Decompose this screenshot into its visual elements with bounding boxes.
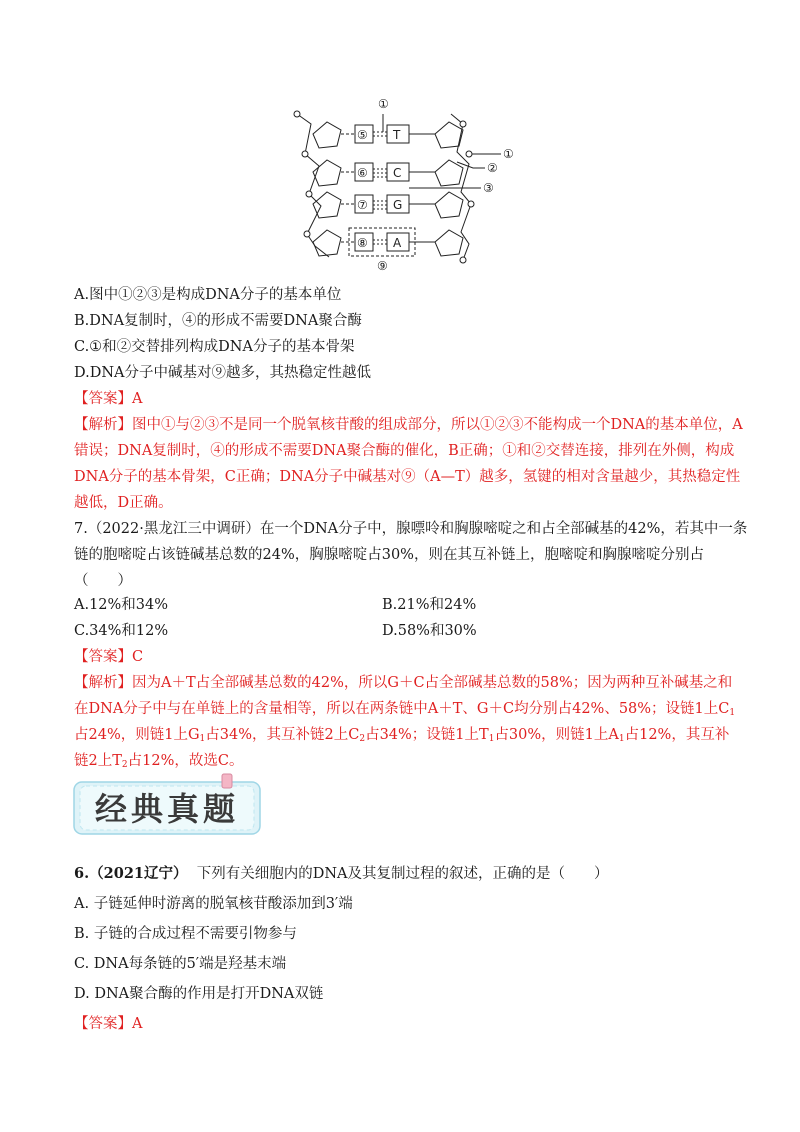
q6a-option-d: D.DNA分子中碱基对⑨越多，其热稳定性越低 <box>74 365 372 381</box>
q6a-option-b: B.DNA复制时，④的形成不需要DNA聚合酶 <box>74 313 362 329</box>
q6b-option-a: A. 子链延伸时游离的脱氧核苷酸添加到3′端 <box>74 896 353 912</box>
q6b-option-d: D. DNA聚合酶的作用是打开DNA双链 <box>74 986 324 1002</box>
q7-answer: 【答案】C <box>74 649 144 665</box>
q7-stem-line-2: 链的胞嘧啶占该链碱基总数的24%，胸腺嘧啶占30%，则在其互补链上，胞嘧啶和胸腺嘧啶分别占 <box>74 547 704 563</box>
q7-stem-line-3: （ ） <box>74 573 132 589</box>
q6a-option-c: C.①和②交替排列构成DNA分子的基本骨架 <box>74 339 355 355</box>
q6a-answer: 【答案】A <box>74 391 143 407</box>
q6b-option-c: C. DNA每条链的5′端是羟基末端 <box>74 956 287 972</box>
label-6: ⑥ <box>357 166 368 180</box>
q7-option-a: A.12%和34% <box>74 597 169 613</box>
label-9: ⑨ <box>377 259 388 272</box>
q6a-analysis-line-4: 越低，D正确。 <box>74 495 173 511</box>
q6a-analysis-line-1: 【解析】图中①与②③不是同一个脱氧核苷酸的组成部分，所以①②③不能构成一个DNA的基本单位，A <box>74 417 743 433</box>
q7-option-c: C.34%和12% <box>74 623 169 639</box>
base-C: C <box>393 166 402 180</box>
q6b-option-b: B. 子链的合成过程不需要引物参与 <box>74 926 297 942</box>
q6a-option-a: A.图中①②③是构成DNA分子的基本单位 <box>74 287 342 303</box>
label-7: ⑦ <box>357 198 368 212</box>
q6a-analysis-line-2: 错误；DNA复制时，④的形成不需要DNA聚合酶的催化，B正确；①和②交替连接，排列在外侧，构成 <box>74 443 735 459</box>
q7-option-d: D.58%和30% <box>382 623 477 639</box>
section-banner <box>70 772 270 838</box>
label-2: ② <box>487 161 498 175</box>
label-3: ③ <box>483 181 494 195</box>
q6a-analysis-line-3: DNA分子的基本骨架，C正确；DNA分子中碱基对⑨（A—T）越多，氢键的相对含量越少，其热稳定性 <box>74 469 741 485</box>
section-title: 经典真题 <box>94 790 240 828</box>
label-5: ⑤ <box>357 128 368 142</box>
label-8: ⑧ <box>357 236 368 250</box>
label-1-right: ① <box>503 147 514 161</box>
q6b-answer: 【答案】A <box>74 1016 143 1032</box>
base-T: T <box>393 128 401 142</box>
q7-analysis-line-2: 在DNA分子中与在单链上的含量相等，所以在两条链中A＋T、G＋C均分别占42%、58%；设链1上$C_1$ <box>74 701 736 718</box>
base-G: G <box>393 198 403 212</box>
base-A: A <box>393 236 402 250</box>
q7-stem-line-1: 7.（2022·黑龙江三中调研）在一个DNA分子中，腺嘌呤和胸腺嘧啶之和占全部碱基的42%，若其中一条 <box>74 521 748 537</box>
q7-analysis-line-4: 链2上$T_2$占12%，故选C。 <box>74 753 244 770</box>
label-1-top: ① <box>378 97 389 111</box>
q7-analysis-line-1: 【解析】因为A＋T占全部碱基总数的42%，所以G＋C占全部碱基总数的58%；因为两种互补碱基之和 <box>74 675 733 691</box>
q7-analysis-line-3: 占24%，则链1上$G_1$占34%，其互补链2上$C_2$占34%；设链1上$T_1$占30%，则链1上$A_1$占12%，其互补 <box>74 727 730 744</box>
dna-structure-diagram <box>285 92 525 272</box>
q7-option-b: B.21%和24% <box>382 597 477 613</box>
q6b-stem: 6.（2021辽宁） 下列有关细胞内的DNA及其复制过程的叙述，正确的是（ ） <box>74 865 609 882</box>
